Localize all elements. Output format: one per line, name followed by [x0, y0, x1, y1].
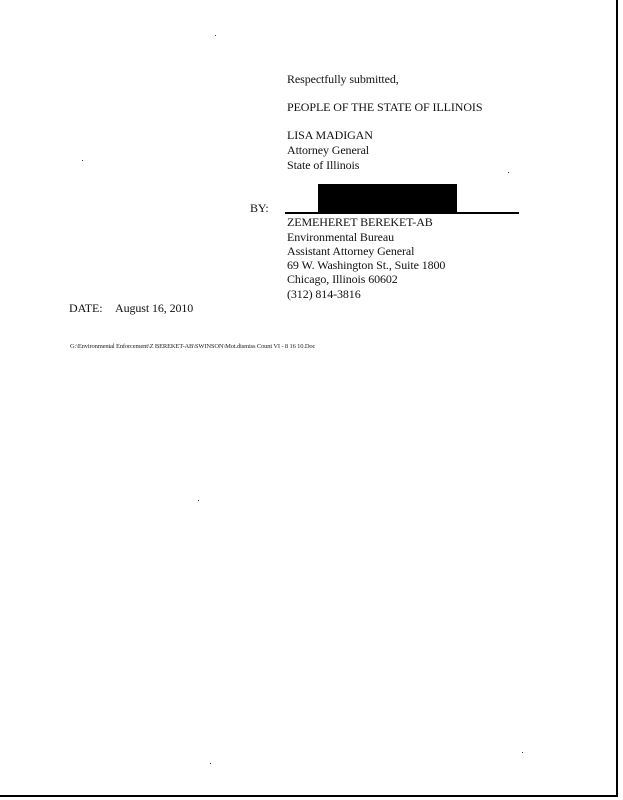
scan-speck [198, 500, 199, 501]
redacted-signature [318, 184, 457, 213]
attorney-general-name: LISA MADIGAN [287, 128, 373, 142]
signature-line [285, 212, 519, 214]
attorney-general-title: Attorney General [287, 143, 370, 157]
party-name: PEOPLE OF THE STATE OF ILLINOIS [287, 100, 483, 114]
signer-name: ZEMEHERET BEREKET-AB [287, 215, 433, 229]
page-bottom-edge [0, 795, 618, 797]
signer-address-line2: Chicago, Illinois 60602 [287, 272, 398, 286]
date-value: August 16, 2010 [115, 301, 194, 315]
date-label: DATE: [69, 301, 103, 315]
signer-phone: (312) 814-3816 [287, 287, 361, 301]
scan-speck [210, 763, 211, 764]
signer-title: Assistant Attorney General [287, 244, 415, 258]
scan-speck [82, 160, 83, 161]
attorney-general-state: State of Illinois [287, 158, 360, 172]
scan-speck [215, 35, 216, 36]
signer-address-line1: 69 W. Washington St., Suite 1800 [287, 258, 446, 272]
scan-speck [508, 172, 509, 173]
signer-bureau: Environmental Bureau [287, 230, 394, 244]
page-right-edge [616, 0, 618, 797]
by-label: BY: [250, 201, 269, 215]
scan-speck [522, 752, 523, 753]
closing-text: Respectfully submitted, [287, 72, 399, 86]
document-file-path: G:\Environmental Enforcement\Z BEREKET-AB\SWINSON\Mot.dismiss Count VI - 8 16 10.Doc [70, 343, 316, 350]
